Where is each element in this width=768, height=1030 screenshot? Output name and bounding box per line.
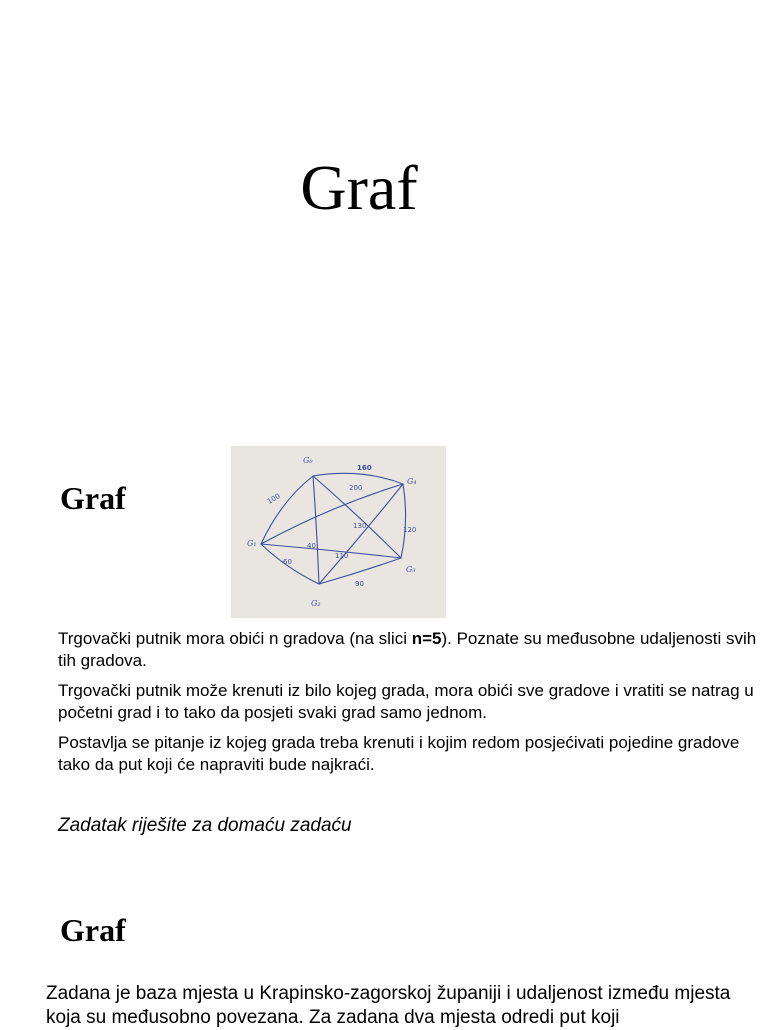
- node-label: G₁: [247, 539, 257, 548]
- section-heading: Graf: [60, 480, 126, 516]
- hand-drawn-graph-image: [231, 446, 446, 618]
- edge-label: 120: [403, 526, 417, 534]
- homework-note: Zadatak riješite za domaću zadaću: [58, 815, 352, 836]
- edge-label: 40: [307, 542, 316, 550]
- node-label: G₀: [303, 456, 313, 465]
- slide-title: Graf: [300, 152, 418, 223]
- edge-label: 60: [283, 558, 292, 566]
- node-label: G₂: [311, 599, 321, 608]
- node-label: G₄: [407, 477, 417, 486]
- edge-label: 110: [335, 552, 349, 560]
- edge-label: 160: [357, 464, 372, 472]
- rules-paragraph: Trgovački putnik može krenuti iz bilo kojeg grada, mora obići sve gradove i vratiti se natrag u početni grad i to tako da posjeti svaki grad samo jednom.: [58, 681, 754, 722]
- edge-label: 200: [349, 484, 363, 492]
- database-paragraph: Zadana je baza mjesta u Krapinsko-zagorskoj županiji i udaljenost između mjesta koja su međusobno povezana. Za zadana dva mjesta odredi put koji: [46, 983, 731, 1028]
- bold-value: n=5: [411, 629, 442, 648]
- problem-description-paragraph: [58, 628, 758, 672]
- edge-label: 130: [353, 522, 367, 530]
- question-paragraph: Postavlja se pitanje iz kojeg grada treba krenuti i kojim redom posjećivati pojedine gradove tako da put koji će napraviti bude najkraći.: [58, 733, 740, 774]
- edge-label: 100: [266, 492, 282, 506]
- paragraph-text: Trgovački putnik mora obići n gradova (na slici: [58, 629, 412, 648]
- node-label: G₃: [406, 565, 416, 574]
- paragraph-text: ). Poznate su međusobne udaljenosti svih tih gradova.: [58, 629, 757, 670]
- edge-label: 90: [355, 580, 364, 588]
- section-heading: Graf: [60, 912, 126, 948]
